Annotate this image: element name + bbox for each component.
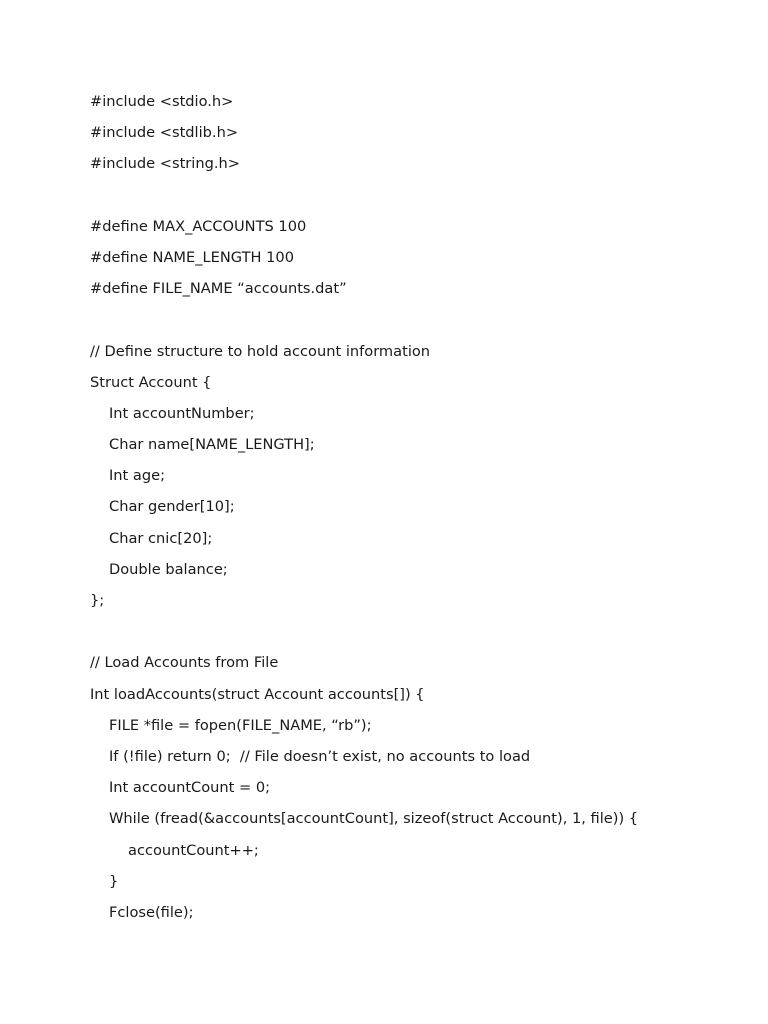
fclose-line: Fclose(file); bbox=[109, 903, 194, 921]
account-count-line: Int accountCount = 0; bbox=[109, 779, 271, 797]
load-comment-line: // Load Accounts from File bbox=[90, 654, 279, 672]
include-string-line: #include <string.h> bbox=[90, 155, 240, 173]
struct-field-line: Char name[NAME_LENGTH]; bbox=[109, 436, 315, 454]
struct-header-line: Struct Account { bbox=[90, 373, 212, 391]
include-stdlib-line: #include <stdlib.h> bbox=[90, 124, 239, 142]
blank-line bbox=[90, 620, 750, 651]
struct-close-line: }; bbox=[90, 592, 105, 609]
struct-field-line: Int age; bbox=[109, 467, 166, 485]
file-check-line: If (!file) return 0; // File doesn’t exist, no accounts to load bbox=[109, 747, 531, 765]
struct-field-line: Char cnic[20]; bbox=[109, 529, 213, 547]
blank-line bbox=[90, 184, 750, 215]
function-signature-line: Int loadAccounts(struct Account accounts[]) { bbox=[90, 685, 425, 703]
struct-field-line: Double balance; bbox=[109, 560, 228, 578]
code-text-body bbox=[90, 90, 750, 932]
fopen-line: FILE *file = fopen(FILE_NAME, “rb”); bbox=[109, 716, 372, 734]
struct-field-line: Char gender[10]; bbox=[109, 498, 235, 516]
while-loop-line: While (fread(&accounts[accountCount], sizeof(struct Account), 1, file)) { bbox=[109, 810, 639, 828]
define-max-accounts-line: #define MAX_ACCOUNTS 100 bbox=[90, 217, 307, 235]
include-stdio-line: #include <stdio.h> bbox=[90, 93, 234, 110]
struct-field-line: Int accountNumber; bbox=[109, 404, 255, 422]
increment-line: accountCount++; bbox=[128, 841, 259, 859]
define-name-length-line: #define NAME_LENGTH 100 bbox=[90, 248, 294, 266]
loop-close-line: } bbox=[109, 872, 119, 890]
define-file-name-line: #define FILE_NAME “accounts.dat” bbox=[90, 280, 347, 298]
struct-comment-line: // Define structure to hold account information bbox=[90, 342, 431, 360]
blank-line bbox=[90, 308, 750, 339]
